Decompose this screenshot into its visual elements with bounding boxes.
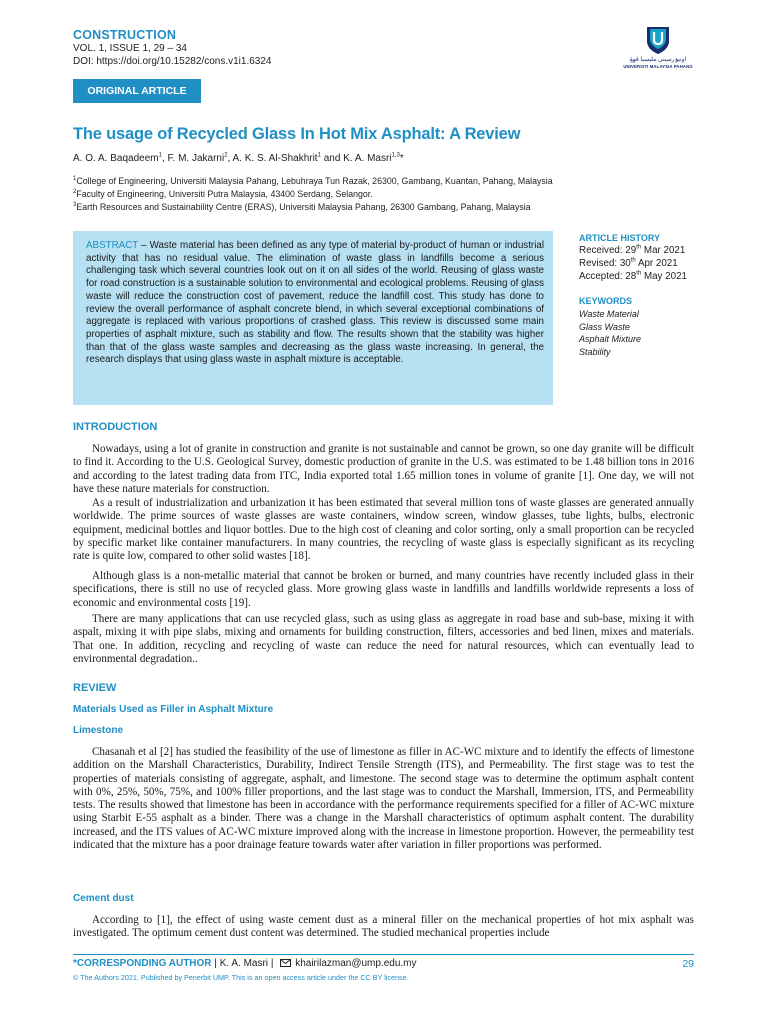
- keyword-item: Stability: [579, 347, 611, 357]
- keyword-item: Glass Waste: [579, 322, 630, 332]
- body-paragraph: Although glass is a non-metallic material that cannot be broken or burned, and many countries have recently included glass in their specifications, there is still no use of recycled glass. More growing glass waste in landfills and landfills worldwide represents a loss of economic and environmental costs [19].: [73, 570, 694, 609]
- subsection-heading: Materials Used as Filler in Asphalt Mixture: [73, 704, 274, 715]
- shield-icon: [646, 26, 670, 55]
- journal-name: CONSTRUCTION: [73, 28, 177, 42]
- corresponding-mark: *: [399, 153, 404, 164]
- affiliation-2: $^2$Faculty of Engineering, Universiti Putra Malaysia, 43400 Serdang, Selangor.: [73, 189, 373, 199]
- abstract-text: – Waste material has been defined as any type of material by-product of human or industrial activity that has no residual value. The elimination of waste glass in landfills become a serious challenging task which several countries look out on it on all sides of the world. Reusing of glass waste for road construction is a sustainable solution to environmental and ecological problems. Reusing of glass waste will reduce the construction cost of pavement, reduce the landfill cost. This study has done to review the overall performance of asphalt concrete blend, in which several exceptional combinations of aggregate is replaced with various proportions of crashed glass. This review is discussed some main properties of asphalt mixture, such as stability and flow. The results shown that the stability was higher than that of the glass waste samples and decreasing as the glass waste increasing. In general, the research displays that using glass waste in asphalt mixture is acceptable.: [86, 240, 544, 366]
- logo-university-name: UNIVERSITI MALAYSIA PAHANG: [623, 64, 693, 69]
- corresponding-author-label: *CORRESPONDING AUTHOR: [73, 958, 212, 969]
- email-link[interactable]: khairilazman@ump.edu.my: [295, 958, 417, 969]
- corresponding-author-line: *CORRESPONDING AUTHOR | K. A. Masri | khairilazman@ump.edu.my: [73, 958, 417, 969]
- body-paragraph: As a result of industrialization and urbanization it has been estimated that several million tons of waste glasses are generated annually worldwide. The prime sources of waste glasses are waste containers, window screen, window glasses, tube lights, bulbs, electronic equipment, medicinal bottles and liquor bottles. Due to the high cost of cleaning and color sorting, only a small proportion can be recycled by specific market like container manufacturers. In many countries, the recycling of waste glass is especially significant as its recycling rate is quite low, compared to other solid wastes [18].: [73, 497, 694, 563]
- body-paragraph: Chasanah et al [2] has studied the feasibility of the use of limestone as filler in AC-WC mixture and to identify the effects of limestone addition on the Marshall Characteristics, Durability, Indirect Tensile Strength (ITS), and Permeability. The first stage was to test the properties of materials consisting of aggregate, asphalt, and limestone. The second stage was to determine the optimum asphalt content with 0%, 25%, 50%, 75%, and 100% filler proportions, and the last stage was to conduct the Marshall, Immersion, ITS, and Permeability tests. The results showed that limestone has been in accordance with the performance requirements specified for a filler of AC-WC mixture using Starbit E-55 asphalt as a binder. There was a change in the Marshall characteristics of optimum asphalt content. The durability increased, and the ITS values of AC-WC mixture improved along with the increase in limestone proportion. However, the permeability test indicated that the mixture has a poor drainage feature towards water after variation in filler proportions was performed.: [73, 746, 694, 852]
- doi-link[interactable]: DOI: https://doi.org/10.15282/cons.v1i1.6324: [73, 56, 272, 67]
- mail-icon: [280, 959, 291, 967]
- logo-arabic-text: اونيۏرسيتي مليسيا ڤهڠ: [629, 57, 687, 63]
- affiliation-3: $^3$Earth Resources and Sustainability Centre (ERAS), Universiti Malaysia Pahang, 26300 Gambang, Pahang, Malaysia: [73, 202, 531, 212]
- author-name: and K. A. Masri: [320, 153, 392, 164]
- subsection-heading: Limestone: [73, 725, 124, 736]
- body-paragraph: Nowadays, using a lot of granite in construction and granite is not sustainable and cannot be grown, so one day granite will be difficult to find it. According to the U.S. Geological Survey, domestic production of granite in the U.S. was estimated to be 1.48 billion tons in 2016 and according to the latest trading data from ITC, India exported total 1.65 million tones in volume of granite [1]. One day, we will not have these nature materials for construction.: [73, 443, 694, 495]
- corresponding-author-name: K. A. Masri: [219, 958, 269, 969]
- article-title: The usage of Recycled Glass In Hot Mix Asphalt: A Review: [73, 125, 521, 143]
- affiliation-1: $^1$College of Engineering, Universiti Malaysia Pahang, Lebuhraya Tun Razak, 26300, Gambang, Kuantan, Pahang, Malaysia: [73, 176, 553, 186]
- affiliation-mark: 1: [158, 152, 162, 159]
- page-number: 29: [682, 958, 694, 970]
- received-date: Received: 29th Mar 2021: [579, 244, 686, 256]
- abstract-box: [73, 231, 553, 405]
- keywords-heading: KEYWORDS: [579, 296, 633, 306]
- author-name: , A. K. S. Al-Shakhrit: [227, 153, 318, 164]
- author-name: , F. M. Jakarni: [161, 153, 225, 164]
- section-heading-review: REVIEW: [73, 682, 117, 694]
- article-history-heading: ARTICLE HISTORY: [579, 233, 661, 243]
- article-type-badge: ORIGINAL ARTICLE: [73, 79, 201, 103]
- body-paragraph: According to [1], the effect of using waste cement dust as a mineral filler on the mechanical properties of hot mix asphalt was investigated. The optimum cement dust content was determined. The studied mechanical properties include: [73, 914, 694, 940]
- revised-date: Revised: 30th Apr 2021: [579, 257, 678, 269]
- footer-divider: [73, 954, 694, 955]
- abstract-label: ABSTRACT: [86, 240, 139, 251]
- volume-info: VOL. 1, ISSUE 1, 29 – 34: [73, 43, 187, 54]
- accepted-date: Accepted: 28th May 2021: [579, 270, 687, 282]
- affiliation-mark: 1: [317, 152, 321, 159]
- copyright-notice: © The Authors 2021. Published by Penerbit UMP. This is an open access article under the CC BY license.: [73, 973, 409, 982]
- section-heading-introduction: INTRODUCTION: [73, 421, 158, 433]
- university-logo: [618, 26, 698, 74]
- keyword-item: Waste Material: [579, 309, 639, 319]
- affiliation-mark: 2: [224, 152, 228, 159]
- author-list: [73, 153, 404, 164]
- affiliation-mark: 1,3: [391, 152, 400, 159]
- body-paragraph: There are many applications that can use recycled glass, such as using glass as aggregate in road base and sub-base, mixing it with aspalt, mixing it with pipe slabs, mixing and ornaments for building construction, filters, accessories and bed linen, mixes and materials. That one. In addition, recycling and recycling of waste can reduce the need for natural resources, which can eventually lead to environmental degradation..: [73, 613, 694, 665]
- author-name: A. O. A. Baqadeem: [73, 153, 159, 164]
- subsection-heading: Cement dust: [73, 893, 134, 904]
- keyword-item: Asphalt Mixture: [579, 334, 642, 344]
